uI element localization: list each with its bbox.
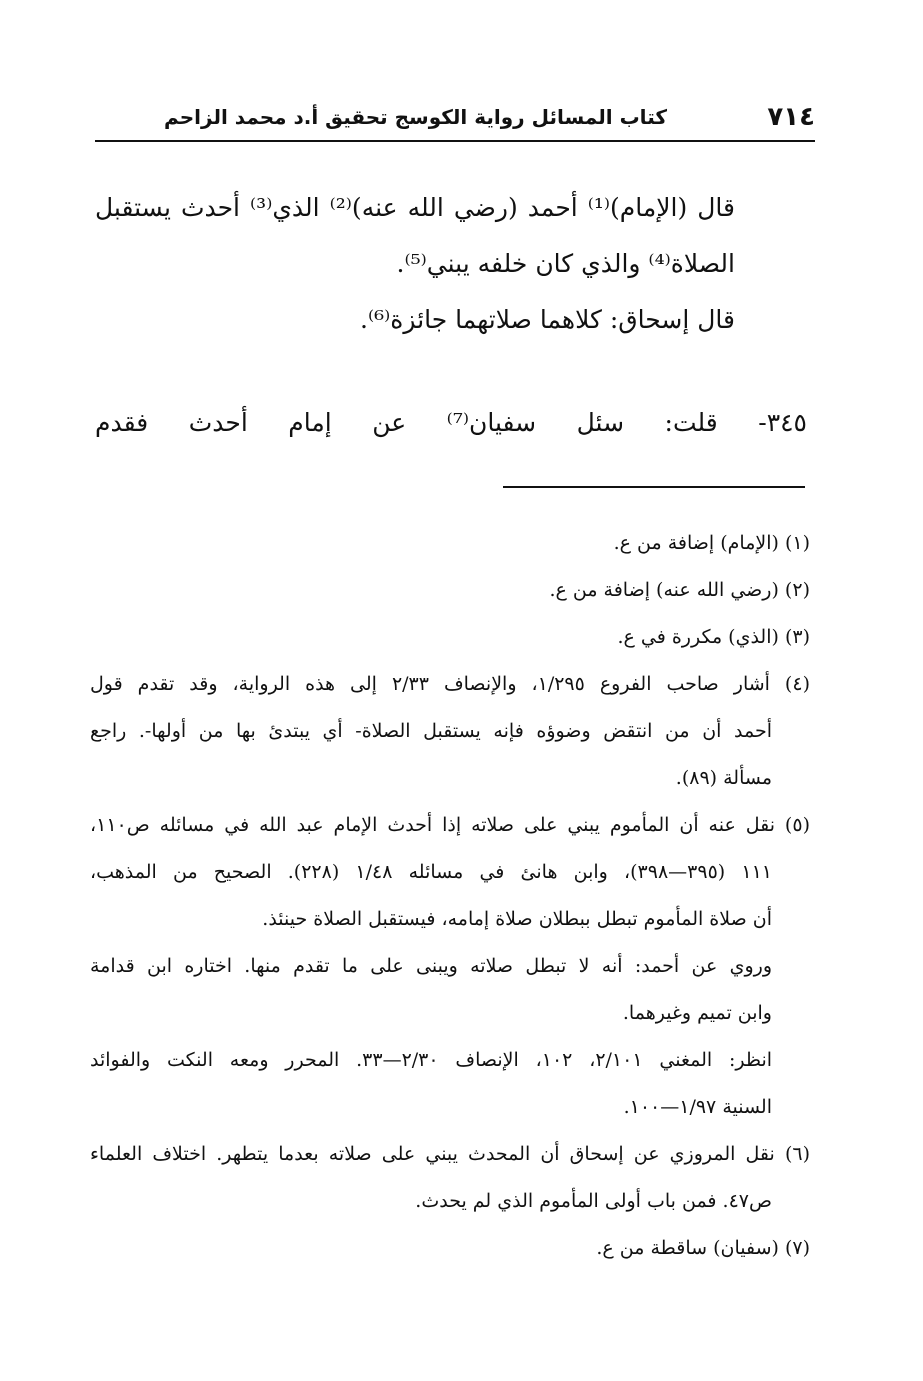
footnote-line: (٦) نقل المروزي عن إسحاق أن المحدث يبني على صلاته بعدما يتطهر. اختلاف العلماء	[90, 1143, 810, 1165]
footnotes	[90, 520, 810, 1272]
footnote-line: (١) (الإمام) إضافة من ع.	[613, 532, 810, 554]
footnote-line: السنية ١/٩٧—١٠٠.	[623, 1096, 772, 1118]
main-text-line: قال (الإمام)⁽¹⁾ أحمد (رضي الله عنه)⁽²⁾ الذي⁽³⁾ أحدث يستقبل	[95, 193, 735, 222]
footnote-line: (٧) (سفيان) ساقطة من ع.	[596, 1237, 810, 1259]
footnote-line: مسألة (٨٩).	[675, 767, 772, 789]
footnote-line: (٤) أشار صاحب الفروع ١/٢٩٥، والإنصاف ٢/٣٣ إلى هذه الرواية، وقد تقدم قول	[90, 673, 810, 695]
main-text-line: قال إسحاق: كلاهما صلاتهما جائزة⁽⁶⁾.	[360, 305, 735, 334]
header-title: كتاب المسائل رواية الكوسج تحقيق أ.د محمد الزاحم	[164, 105, 667, 129]
page-number: ٧١٤	[767, 102, 815, 132]
footnote-line: أن صلاة المأموم تبطل ببطلان صلاة إمامه، فيستقبل الصلاة حينئذ.	[262, 908, 772, 930]
main-text	[95, 180, 735, 348]
running-header	[95, 96, 815, 142]
footnote-line: ١١١ (٣٩٥—٣٩٨)، وابن هانئ في مسائله ١/٤٨ (٢٢٨). الصحيح من المذهب،	[90, 861, 772, 883]
footnote-line: وابن تميم وغيرهما.	[622, 1002, 772, 1024]
main-text-line: الصلاة⁽⁴⁾ والذي كان خلفه يبني⁽⁵⁾.	[396, 249, 735, 278]
footnote-line: وروي عن أحمد: أنه لا تبطل صلاته ويبنى على ما تقدم منها. اختاره ابن قدامة	[90, 955, 772, 977]
footnote-line: انظر: المغني ٢/١٠١، ١٠٢، الإنصاف ٢/٣٠—٣٣. المحرر ومعه النكت والفوائد	[90, 1049, 773, 1071]
footnote-divider	[503, 486, 805, 488]
footnote-line: أحمد أن من انتقض وضوؤه فإنه يستقبل الصلاة- أي يبتدئ بها من أولها-. راجع	[90, 720, 772, 742]
footnote-line: ص٤٧. فمن باب أولى المأموم الذي لم يحدث.	[415, 1190, 772, 1212]
footnote-line: (٣) (الذي) مكررة في ع.	[617, 626, 810, 648]
footnote-line: (٥) نقل عنه أن المأموم يبني على صلاته إذا أحدث الإمام عبد الله في مسائله ص١١٠،	[90, 814, 810, 836]
question-heading: ٣٤٥- قلت: سئل سفيان⁽⁷⁾ عن إمام أحدث فقدم	[95, 408, 807, 437]
footnote-line: (٢) (رضي الله عنه) إضافة من ع.	[549, 579, 810, 601]
